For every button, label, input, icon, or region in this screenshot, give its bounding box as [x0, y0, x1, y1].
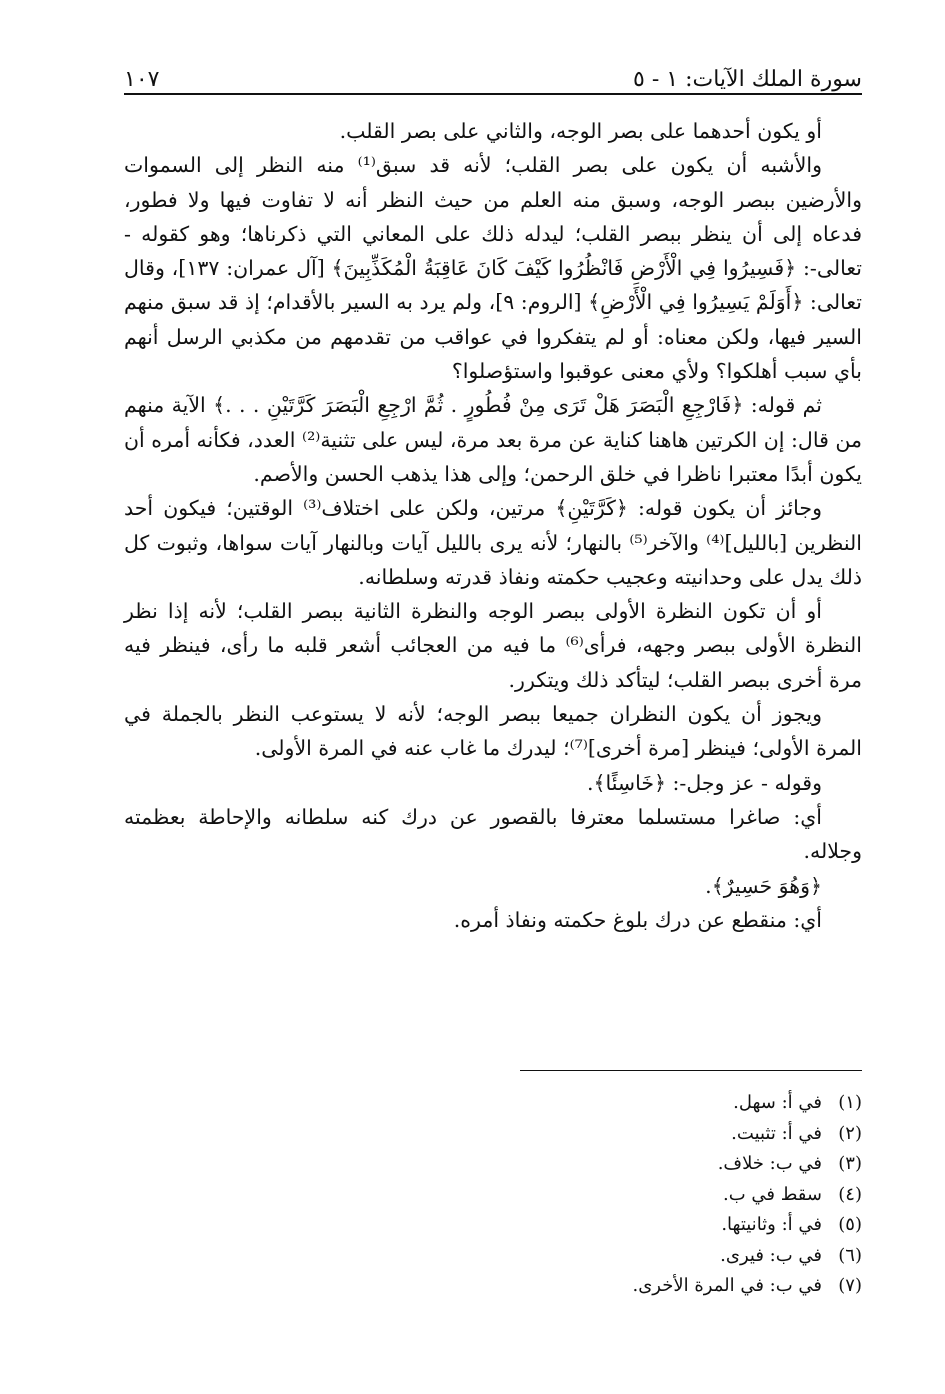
footnote-number: (٧) [838, 1275, 862, 1296]
footnote-number: (٣) [838, 1153, 862, 1174]
footnote-text: في أ: سهل. [733, 1092, 822, 1113]
footnote-rule [520, 1070, 862, 1071]
footnote-text: في أ: تثبيت. [731, 1122, 822, 1144]
paragraph: أي: منقطع عن درك بلوغ حكمته ونفاذ أمره. [453, 907, 822, 932]
footnote-text: في أ: وثانيتها. [721, 1214, 822, 1235]
footnote [442, 1241, 862, 1272]
running-title: سورة الملك الآيات: ١ - ٥ [633, 67, 862, 92]
footnote-number: (٦) [838, 1244, 862, 1266]
paragraph: وقوله - عز وجل-: ﴿خَاسِئًا﴾. [586, 770, 822, 795]
paragraph: ﴿وَهُوَ حَسِيرٌ﴾. [705, 873, 822, 898]
header-rule [124, 93, 862, 95]
footnote [442, 1088, 862, 1119]
paragraph: والأشبه أن يكون على بصر القلب؛ لأنه قد سبق⁽¹⁾ منه النظر إلى السموات والأرضين ببصر الوجه، وسبق منه العلم من حيث النظر أنه لا تفاوت فيها ولا فطور، فدعاه إلى أن ينظر ببصر القلب؛ ليدله ذلك على المعاني التي ذكرناها؛ وهو كقوله - تعالى-: ﴿فَسِيرُوا فِي الْأَرْضِ فَانْظُرُوا كَيْفَ كَانَ عَاقِبَةُ الْمُكَذِّبِينَ﴾ [آل عمران: ١٣٧]، وقال تعالى: ﴿أَوَلَمْ يَسِيرُوا فِي الْأَرْضِ﴾ [الروم: ٩]، ولم يرد به السير بالأقدام؛ إذ قد سبق منهم السير فيها، ولكن معناه: أو لم يتفكروا في عواقب من تقدمهم من مكذبي الرسل أنهم بأي سبب أهلكوا؟ ولأي معنى عوقبوا واستؤصلوا؟ [124, 153, 862, 384]
footnote-text: في ب: فيرى. [720, 1244, 822, 1266]
footnote [442, 1210, 862, 1241]
footnote [442, 1271, 862, 1302]
footnote-number: (١) [838, 1092, 862, 1113]
footnotes [442, 1088, 862, 1302]
paragraph: ويجوز أن يكون النظران جميعا ببصر الوجه؛ لأنه لا يستوعب النظر بالجملة في المرة الأولى؛ فينظر [مرة أخرى]⁽⁷⁾؛ ليدرك ما غاب عنه في المرة الأولى. [124, 702, 862, 761]
footnote [442, 1180, 862, 1211]
paragraph: أو يكون أحدهما على بصر الوجه، والثاني على بصر القلب. [339, 119, 822, 143]
footnote-number: (٤) [838, 1183, 862, 1205]
paragraph: وجائز أن يكون قوله: ﴿كَرَّتَيْنِ﴾ مرتين، ولكن على اختلاف⁽³⁾ الوقتين؛ فيكون أحد النظرين [بالليل]⁽⁴⁾ والآخر⁽⁵⁾ بالنهار؛ لأنه يرى بالليل آيات وبالنهار آيات سواها، وثبوت كل ذلك يدل على وحدانيته وعجيب حكمته ونفاذ قدرته وسلطانه. [124, 496, 862, 589]
footnote-text: في ب: خلاف. [717, 1153, 822, 1174]
paragraph: أو أن تكون النظرة الأولى ببصر الوجه والنظرة الثانية ببصر القلب؛ لأنه إذا نظر النظرة الأولى ببصر وجهه، فرأى⁽⁶⁾ ما فيه من العجائب أشعر قلبه ما رأى، فينظر فيه مرة أخرى ببصر القلب؛ ليتأكد ذلك ويتكرر. [124, 599, 862, 692]
paragraph: أي: صاغرا مستسلما معترفا بالقصور عن درك كنه سلطانه والإحاطة بعظمته وجلاله. [124, 804, 862, 864]
footnote [442, 1149, 862, 1180]
footnote [442, 1119, 862, 1150]
page-number: ١٠٧ [124, 67, 160, 92]
footnote-number: (٢) [838, 1122, 862, 1144]
footnote-text: سقط في ب. [723, 1183, 822, 1205]
paragraph: ثم قوله: ﴿فَارْجِعِ الْبَصَرَ هَلْ تَرَى مِنْ فُطُورٍ . ثُمَّ ارْجِعِ الْبَصَرَ كَرَّتَيْنِ . . .﴾ الآية منهم من قال: إن الكرتين هاهنا كناية عن مرة بعد مرة، ليس على تثنية⁽²⁾ العدد، فكأنه أمره أن يكون أبدًا معتبرا ناظرا في خلق الرحمن؛ وإلى هذا يذهب الحسن والأصم. [124, 393, 862, 486]
footnote-number: (٥) [838, 1214, 862, 1235]
footnote-text: في ب: في المرة الأخرى. [632, 1275, 822, 1296]
body-text [124, 114, 862, 937]
running-head [124, 52, 862, 92]
